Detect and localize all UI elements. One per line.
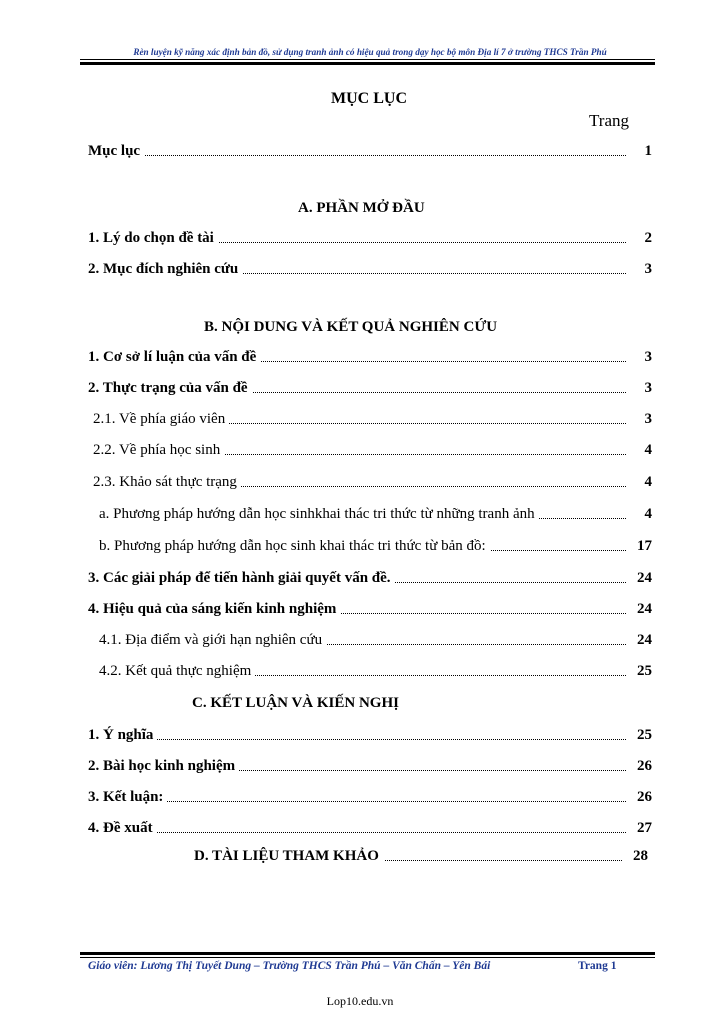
toc-page: 24 xyxy=(626,632,652,649)
toc-entry-c1 xyxy=(88,727,652,749)
toc-entry-c4 xyxy=(88,820,652,842)
toc-page: 3 xyxy=(626,261,652,278)
toc-entry-c3 xyxy=(88,789,652,811)
toc-entry-d xyxy=(194,848,648,870)
toc-entry-b2 xyxy=(88,380,652,402)
toc-label: Mục lục xyxy=(88,143,144,160)
toc-page: 28 xyxy=(622,848,648,865)
toc-entry-bb xyxy=(99,538,652,560)
toc-label: a. Phương pháp hướng dẫn học sinhkhai thác tri thức từ những tranh ảnh xyxy=(99,506,539,523)
leader-dots xyxy=(88,801,626,802)
leader-dots xyxy=(88,832,626,833)
toc-page: 27 xyxy=(626,820,652,837)
toc-label: 3. Các giải pháp để tiến hành giải quyết vấn đề. xyxy=(88,570,395,587)
toc-page: 25 xyxy=(626,727,652,744)
toc-entry-b4 xyxy=(88,601,652,623)
toc-page: 26 xyxy=(626,789,652,806)
toc-label: 4. Đề xuất xyxy=(88,820,157,837)
toc-label: 2.2. Về phía học sinh xyxy=(93,442,224,459)
toc-label: D. TÀI LIỆU THAM KHẢO xyxy=(194,848,385,865)
section-heading-c: C. KẾT LUẬN VÀ KIẾN NGHỊ xyxy=(192,695,399,711)
page-title: MỤC LỤC xyxy=(331,90,407,107)
leader-dots xyxy=(88,155,626,156)
header-rule-thick xyxy=(80,62,655,65)
toc-entry-b1 xyxy=(88,349,652,371)
toc-entry-b21 xyxy=(93,411,652,433)
toc-label: 4.1. Địa điểm và giới hạn nghiên cứu xyxy=(99,632,326,649)
toc-label: 2. Thực trạng của vấn đề xyxy=(88,380,252,397)
toc-label: 2.1. Về phía giáo viên xyxy=(93,411,229,428)
toc-page: 26 xyxy=(626,758,652,775)
toc-label: 2. Bài học kinh nghiệm xyxy=(88,758,239,775)
toc-entry-muc-luc xyxy=(88,143,652,165)
toc-page: 17 xyxy=(626,538,652,555)
toc-label: 2. Mục đích nghiên cứu xyxy=(88,261,242,278)
running-footer: Giáo viên: Lương Thị Tuyết Dung – Trường THCS Trần Phú – Văn Chấn – Yên Bái xyxy=(88,960,491,972)
running-header: Rèn luyện kỹ năng xác định bản đồ, sử dụng tranh ảnh có hiệu quả trong dạy học bộ môn Địa lí 7 ở trường THCS Trần Phú xyxy=(133,47,607,57)
site-watermark: Lop10.edu.vn xyxy=(326,994,394,1008)
toc-entry-a2 xyxy=(88,261,652,283)
toc-label: 1. Lý do chọn đề tài xyxy=(88,230,218,247)
toc-page: 4 xyxy=(626,506,652,523)
toc-entry-b41 xyxy=(99,632,652,654)
section-heading-b: B. NỘI DUNG VÀ KẾT QUẢ NGHIÊN CỨU xyxy=(204,319,498,335)
section-heading-a: A. PHẦN MỞ ĐẦU xyxy=(298,200,425,216)
toc-page: 3 xyxy=(626,349,652,366)
toc-label: 1. Cơ sở lí luận của vấn đề xyxy=(88,349,260,366)
toc-page: 4 xyxy=(626,442,652,459)
page-column-label: Trang xyxy=(589,111,629,130)
toc-entry-a1 xyxy=(88,230,652,252)
toc-label: 1. Ý nghĩa xyxy=(88,727,157,744)
toc-page: 25 xyxy=(626,663,652,680)
leader-dots xyxy=(88,739,626,740)
toc-page: 24 xyxy=(626,570,652,587)
toc-entry-ba xyxy=(99,506,652,528)
toc-entry-b3 xyxy=(88,570,652,592)
toc-page: 3 xyxy=(626,380,652,397)
toc-label: 4. Hiệu quả của sáng kiến kinh nghiệm xyxy=(88,601,340,618)
toc-page: 24 xyxy=(626,601,652,618)
toc-page: 3 xyxy=(626,411,652,428)
footer-page-number: Trang 1 xyxy=(578,960,617,972)
toc-label: 4.2. Kết quả thực nghiệm xyxy=(99,663,255,680)
footer-rule-thick xyxy=(80,952,655,955)
toc-page: 1 xyxy=(626,143,652,160)
toc-entry-b22 xyxy=(93,442,652,464)
toc-label: 3. Kết luận: xyxy=(88,789,167,806)
toc-entry-c2 xyxy=(88,758,652,780)
toc-entry-b23 xyxy=(93,474,652,496)
toc-label: b. Phương pháp hướng dẫn học sinh khai thác tri thức từ bản đồ: xyxy=(99,538,490,555)
toc-label: 2.3. Khảo sát thực trạng xyxy=(93,474,241,491)
header-rule-thin xyxy=(80,59,655,60)
toc-page: 2 xyxy=(626,230,652,247)
footer-rule-thin xyxy=(80,957,655,958)
toc-page: 4 xyxy=(626,474,652,491)
toc-entry-b42 xyxy=(99,663,652,685)
